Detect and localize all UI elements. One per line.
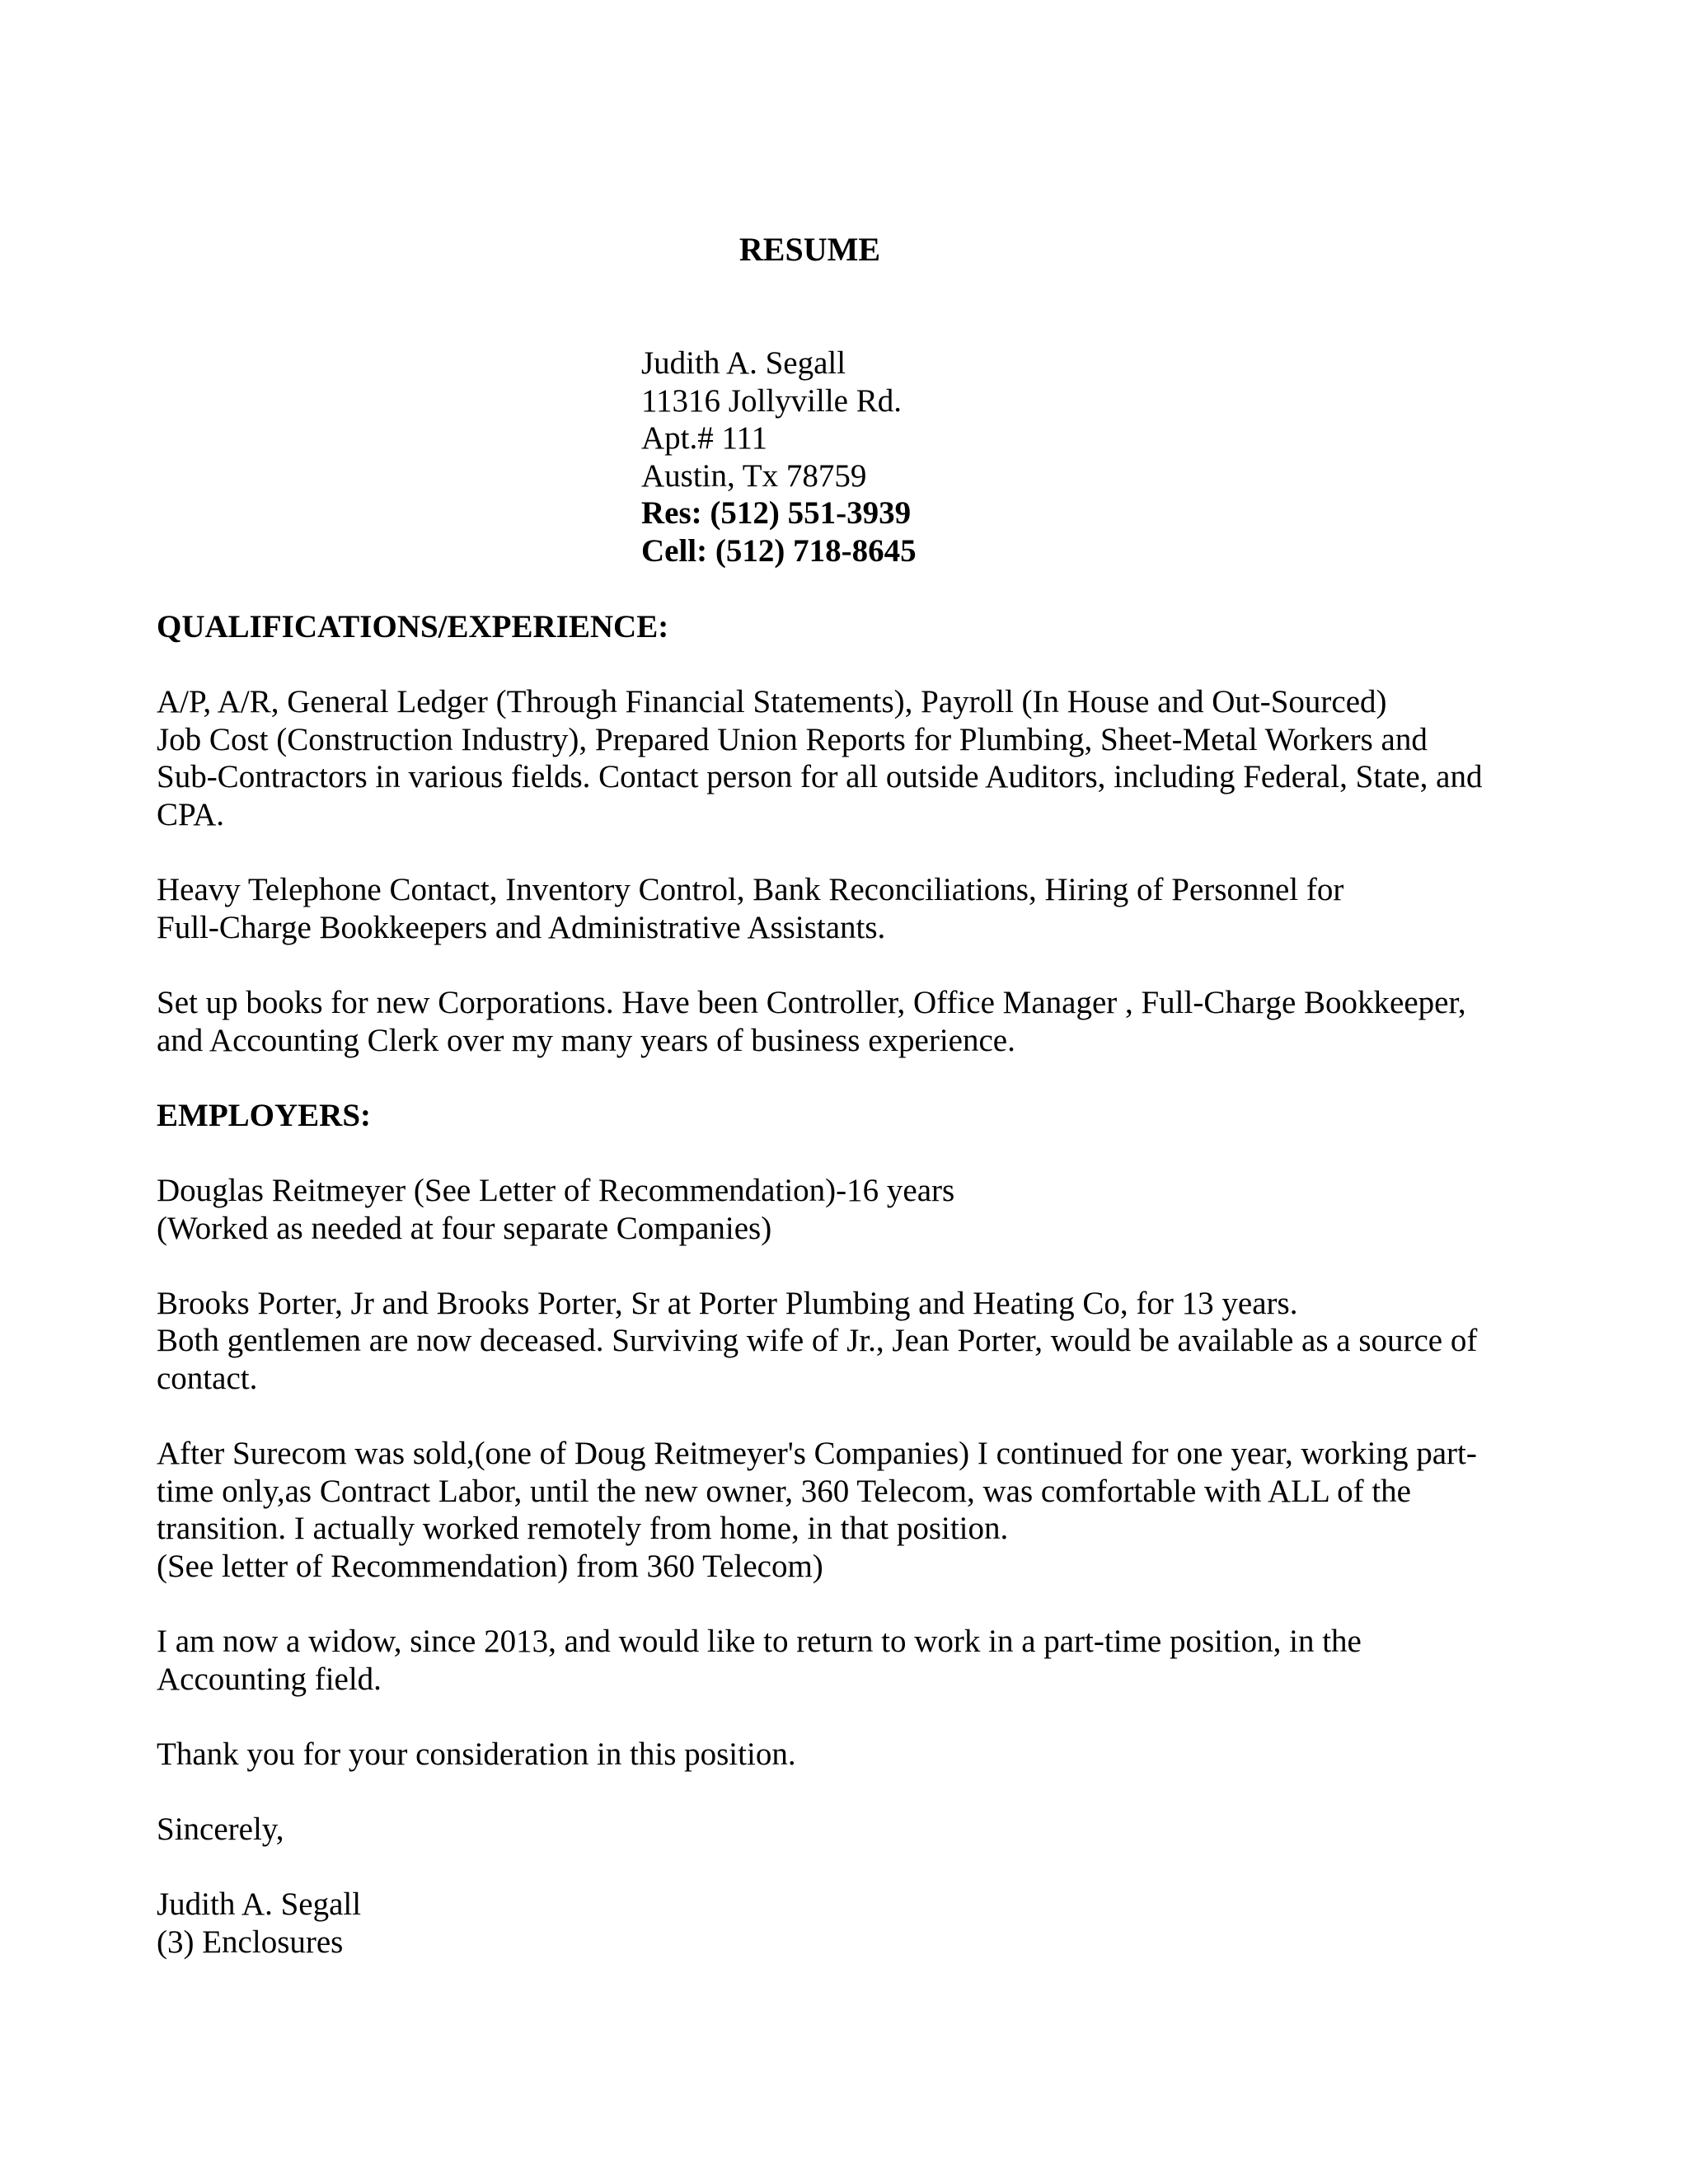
document-title: RESUME: [738, 231, 881, 268]
text-line: Brooks Porter, Jr and Brooks Porter, Sr at Porter Plumbing and Heating Co, for 13 years.: [157, 1285, 1298, 1321]
text-line: Set up books for new Corporations. Have been Controller, Office Manager , Full-Charge Bookkeeper,: [157, 984, 1466, 1020]
enclosures-note: (3) Enclosures: [157, 1924, 344, 1960]
qualifications-heading: QUALIFICATIONS/EXPERIENCE:: [157, 609, 669, 644]
text-line: transition. I actually worked remotely from home, in that position.: [157, 1511, 1009, 1547]
employers-paragraph-2: [157, 1285, 1541, 1398]
text-line: Sincerely,: [157, 1811, 284, 1847]
contact-apt: Apt.# 111: [641, 420, 768, 457]
contact-block: [641, 344, 917, 570]
text-line: (Worked as needed at four separate Companies): [157, 1210, 772, 1246]
employers-heading: EMPLOYERS:: [157, 1097, 372, 1133]
contact-name: Judith A. Segall: [641, 345, 846, 381]
text-line: Job Cost (Construction Industry), Prepared Union Reports for Plumbing, Sheet-Metal Workers and: [157, 721, 1428, 757]
contact-res-phone: Res: (512) 551-3939: [641, 495, 912, 532]
resume-body: [157, 608, 1541, 1961]
text-line: and Accounting Clerk over my many years of business experience.: [157, 1022, 1015, 1058]
closing-thanks: [157, 1736, 1541, 1774]
text-line: Accounting field.: [157, 1661, 382, 1697]
text-line: A/P, A/R, General Ledger (Through Financial Statements), Payroll (In House and Out-Sourced): [157, 684, 1387, 720]
text-line: (See letter of Recommendation) from 360 Telecom): [157, 1548, 823, 1584]
text-line: time only,as Contract Labor, until the new owner, 360 Telecom, was comfortable with ALL of the: [157, 1473, 1411, 1509]
text-line: Full-Charge Bookkeepers and Administrative Assistants.: [157, 909, 886, 945]
qualifications-paragraph-3: [157, 984, 1541, 1059]
signature-block: [157, 1886, 1541, 1961]
signature-name: Judith A. Segall: [157, 1886, 362, 1923]
text-line: Heavy Telephone Contact, Inventory Control, Bank Reconciliations, Hiring of Personnel for: [157, 872, 1344, 908]
contact-city: Austin, Tx 78759: [641, 457, 867, 494]
employers-paragraph-3: [157, 1435, 1541, 1585]
contact-cell-phone: Cell: (512) 718-8645: [641, 532, 917, 569]
text-line: Sub-Contractors in various fields. Contact person for all outside Auditors, including Federal, State, and: [157, 759, 1483, 795]
text-line: Both gentlemen are now deceased. Surviving wife of Jr., Jean Porter, would be available as a source of: [157, 1323, 1478, 1359]
text-line: contact.: [157, 1360, 258, 1396]
contact-street: 11316 Jollyville Rd.: [641, 382, 902, 419]
employers-paragraph-4: [157, 1623, 1541, 1698]
closing-salutation: [157, 1811, 1541, 1849]
text-line: Thank you for your consideration in this position.: [157, 1736, 796, 1772]
text-line: CPA.: [157, 796, 225, 832]
qualifications-paragraph-2: [157, 871, 1541, 946]
text-line: After Surecom was sold,(one of Doug Reitmeyer's Companies) I continued for one year, working part-: [157, 1436, 1477, 1472]
employers-paragraph-1: [157, 1172, 1541, 1247]
qualifications-paragraph-1: [157, 683, 1541, 833]
text-line: Douglas Reitmeyer (See Letter of Recommendation)-16 years: [157, 1172, 955, 1208]
text-line: I am now a widow, since 2013, and would like to return to work in a part-time position, in the: [157, 1624, 1362, 1660]
